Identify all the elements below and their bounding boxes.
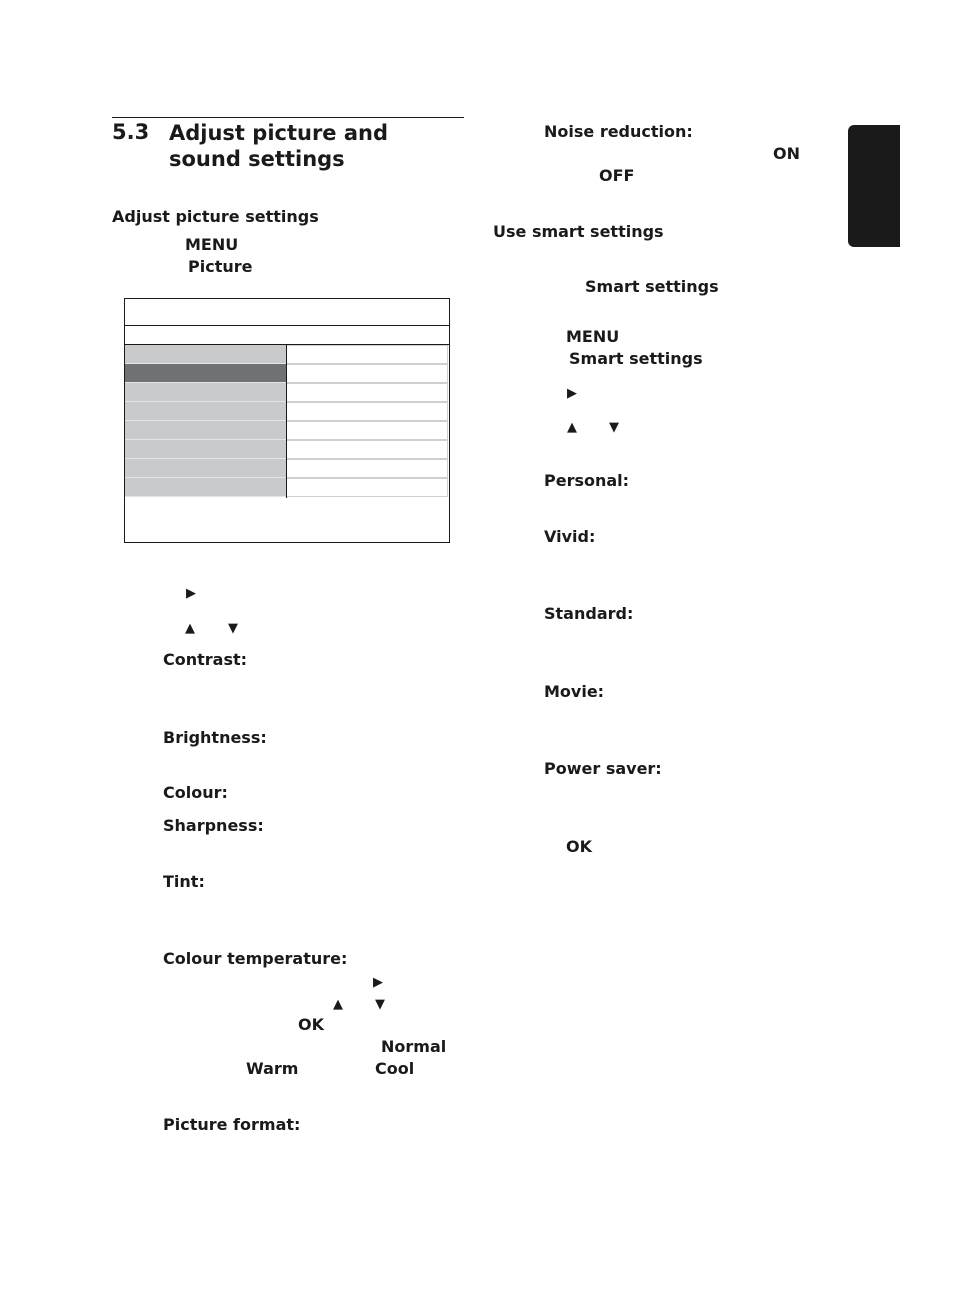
picture-keyword: Picture bbox=[188, 257, 253, 276]
cool-keyword: Cool bbox=[375, 1059, 415, 1078]
right-arrow-icon: ▶ bbox=[186, 586, 196, 601]
menu-row bbox=[125, 383, 449, 401]
item-picture-format: Picture format: bbox=[163, 1115, 301, 1134]
ok-keyword: OK bbox=[566, 837, 592, 856]
item-tint: Tint: bbox=[163, 872, 205, 891]
item-sharpness: Sharpness: bbox=[163, 816, 264, 835]
up-arrow-icon: ▲ bbox=[567, 420, 577, 435]
menu-row bbox=[125, 402, 449, 420]
on-keyword: ON bbox=[773, 144, 800, 163]
menu-row bbox=[125, 478, 449, 496]
picture-menu-graphic bbox=[124, 298, 450, 543]
right-arrow-icon: ▶ bbox=[567, 386, 577, 401]
item-vivid: Vivid: bbox=[544, 527, 596, 546]
item-personal: Personal: bbox=[544, 471, 630, 490]
smart-settings-keyword: Smart settings bbox=[569, 349, 703, 368]
warm-keyword: Warm bbox=[246, 1059, 299, 1078]
off-keyword: OFF bbox=[599, 166, 635, 185]
right-arrow-icon: ▶ bbox=[373, 975, 383, 990]
language-tab bbox=[848, 125, 900, 247]
menu-keyword: MENU bbox=[566, 327, 620, 346]
item-standard: Standard: bbox=[544, 604, 634, 623]
section-rule bbox=[112, 117, 464, 118]
menu-header-divider bbox=[125, 325, 449, 326]
menu-keyword: MENU bbox=[185, 235, 239, 254]
item-noise-reduction: Noise reduction: bbox=[544, 122, 693, 141]
menu-row-selected bbox=[125, 364, 449, 382]
down-arrow-icon: ▼ bbox=[228, 621, 238, 636]
item-colour: Colour: bbox=[163, 783, 228, 802]
up-arrow-icon: ▲ bbox=[333, 997, 343, 1012]
ok-keyword: OK bbox=[298, 1015, 324, 1034]
item-colour-temperature: Colour temperature: bbox=[163, 949, 348, 968]
up-arrow-icon: ▲ bbox=[185, 621, 195, 636]
smart-settings-keyword: Smart settings bbox=[585, 277, 719, 296]
menu-column-divider bbox=[286, 345, 287, 498]
menu-row bbox=[125, 440, 449, 458]
subhead-adjust-picture: Adjust picture settings bbox=[112, 207, 319, 226]
section-number: 5.3 bbox=[112, 120, 150, 144]
menu-row bbox=[125, 421, 449, 439]
item-contrast: Contrast: bbox=[163, 650, 248, 669]
down-arrow-icon: ▼ bbox=[609, 420, 619, 435]
item-movie: Movie: bbox=[544, 682, 605, 701]
menu-row bbox=[125, 459, 449, 477]
down-arrow-icon: ▼ bbox=[375, 997, 385, 1012]
subhead-smart-settings: Use smart settings bbox=[493, 222, 664, 241]
item-power-saver: Power saver: bbox=[544, 759, 662, 778]
menu-row bbox=[125, 345, 449, 363]
section-title: Adjust picture and sound settings bbox=[169, 121, 389, 171]
normal-keyword: Normal bbox=[381, 1037, 447, 1056]
item-brightness: Brightness: bbox=[163, 728, 267, 747]
